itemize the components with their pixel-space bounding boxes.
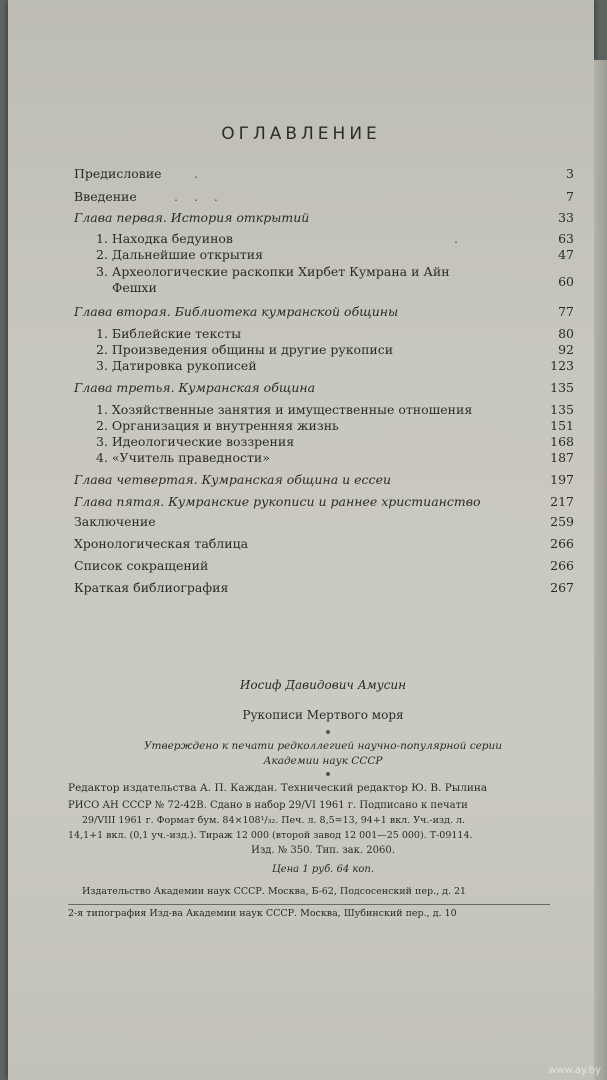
toc-label: 2. Произведения общины и другие рукописи xyxy=(96,342,394,357)
editors-line: Редактор издательства А. П. Каждан. Технический редактор Ю. В. Рылина xyxy=(68,782,488,794)
toc-row-chapter xyxy=(74,493,574,511)
divider-dot xyxy=(326,772,330,776)
book-page xyxy=(8,0,594,1080)
toc-label: 1. Библейские тексты xyxy=(96,326,242,341)
book-title: Рукописи Мертвого моря xyxy=(242,708,404,722)
publisher-line: Издательство Академии наук СССР. Москва, Б-62, Подсосенский пер., д. 21 xyxy=(82,886,467,897)
toc-row-chapter xyxy=(74,209,574,227)
toc-label: 4. «Учитель праведности» xyxy=(96,450,270,465)
toc-page: 217 xyxy=(550,494,574,509)
toc-label: Предисловие xyxy=(74,166,162,181)
divider-line xyxy=(68,904,550,905)
toc-page: 266 xyxy=(550,536,574,551)
toc-label-cont: Фешхи xyxy=(112,280,157,295)
watermark: www.ay.by xyxy=(548,1065,601,1076)
toc-page: 187 xyxy=(550,450,574,465)
toc-label: Глава вторая. Библиотека кумранской общины xyxy=(74,304,399,319)
divider-dot xyxy=(326,730,330,734)
page-edge xyxy=(594,60,607,1080)
toc-page: 151 xyxy=(550,418,574,433)
toc-page: 197 xyxy=(550,472,574,487)
toc-label: Глава пятая. Кумранские рукописи и раннее христианство xyxy=(74,494,481,509)
toc-row-chapter xyxy=(74,303,574,321)
toc-page: 92 xyxy=(558,342,574,357)
toc-row xyxy=(74,274,574,297)
imprint-line-2: 29/VIII 1961 г. Формат бум. 84×108¹/₃₂. Печ. л. 8,5=13, 94+1 вкл. Уч.-изд. л. xyxy=(82,815,466,826)
toc-page: 47 xyxy=(558,247,574,262)
toc-label: 3. Идеологические воззрения xyxy=(96,434,295,449)
toc-label: 2. Дальнейшие открытия xyxy=(96,247,263,262)
toc-page: 123 xyxy=(550,358,574,373)
imprint-line-4: Изд. № 350. Тип. зак. 2060. xyxy=(251,845,395,856)
imprint-line-3: 14,1+1 вкл. (0,1 уч.-изд.). Тираж 12 000 (второй завод 12 001—25 000). Т-09114. xyxy=(68,830,473,841)
toc-label: Введение xyxy=(74,189,137,204)
toc-row-chapter xyxy=(74,471,574,489)
toc-label: Глава четвертая. Кумранская община и ессеи xyxy=(74,472,392,487)
author-name: Иосиф Давидович Амусин xyxy=(239,678,407,692)
toc-page: 259 xyxy=(550,514,574,529)
toc-page: 77 xyxy=(558,304,574,319)
toc-row-chapter xyxy=(74,379,574,397)
toc-title: ОГЛАВЛЕНИЕ xyxy=(221,124,381,144)
toc-label: 3. Археологические раскопки Хирбет Кумрана и Айн xyxy=(96,264,450,279)
approval-line-2: Академии наук СССР xyxy=(263,755,383,767)
toc-label: 1. Находка бедуинов xyxy=(96,231,233,246)
toc-page: 60 xyxy=(558,274,574,289)
toc-row xyxy=(74,557,574,575)
toc-page: 80 xyxy=(558,326,574,341)
approval-line-1: Утверждено к печати редколлегией научно-популярной серии xyxy=(143,740,503,752)
printer-line: 2-я типография Изд-ва Академии наук СССР. Москва, Шубинский пер., д. 10 xyxy=(68,908,457,919)
toc-page: 168 xyxy=(550,434,574,449)
toc-label: Хронологическая таблица xyxy=(74,536,249,551)
toc-row xyxy=(74,513,574,531)
toc-row: 1. Находка бедуинов . 63 xyxy=(96,231,574,246)
toc-label: Краткая библиография xyxy=(74,580,229,595)
toc-label: 2. Организация и внутренняя жизнь xyxy=(96,418,339,433)
toc-row xyxy=(74,535,574,553)
toc-page: 63 xyxy=(558,231,574,246)
toc-row: Введение . . . 7 xyxy=(74,189,574,204)
toc-page: 33 xyxy=(558,210,574,225)
imprint-line-1: РИСО АН СССР № 72-42В. Сдано в набор 29/VI 1961 г. Подписано к печати xyxy=(68,800,468,811)
toc-row xyxy=(74,579,574,597)
toc-label: 1. Хозяйственные занятия и имущественные отношения xyxy=(96,402,473,417)
toc-row xyxy=(74,449,574,467)
toc-label: Глава третья. Кумранская община xyxy=(74,380,316,395)
toc-label: 3. Датировка рукописей xyxy=(96,358,257,373)
toc-page: 266 xyxy=(550,558,574,573)
toc-row: Предисловие . 3 xyxy=(74,166,574,181)
toc-row xyxy=(74,246,574,264)
toc-page: 135 xyxy=(550,380,574,395)
toc-label: Заключение xyxy=(74,514,156,529)
toc-page: 267 xyxy=(550,580,574,595)
toc-page: 135 xyxy=(550,402,574,417)
toc-label: Глава первая. История открытий xyxy=(74,210,310,225)
price: Цена 1 руб. 64 коп. xyxy=(271,864,375,875)
toc-row xyxy=(74,357,574,375)
toc-label: Список сокращений xyxy=(74,558,209,573)
toc-page: 7 xyxy=(566,189,574,204)
toc-page: 3 xyxy=(566,166,574,181)
